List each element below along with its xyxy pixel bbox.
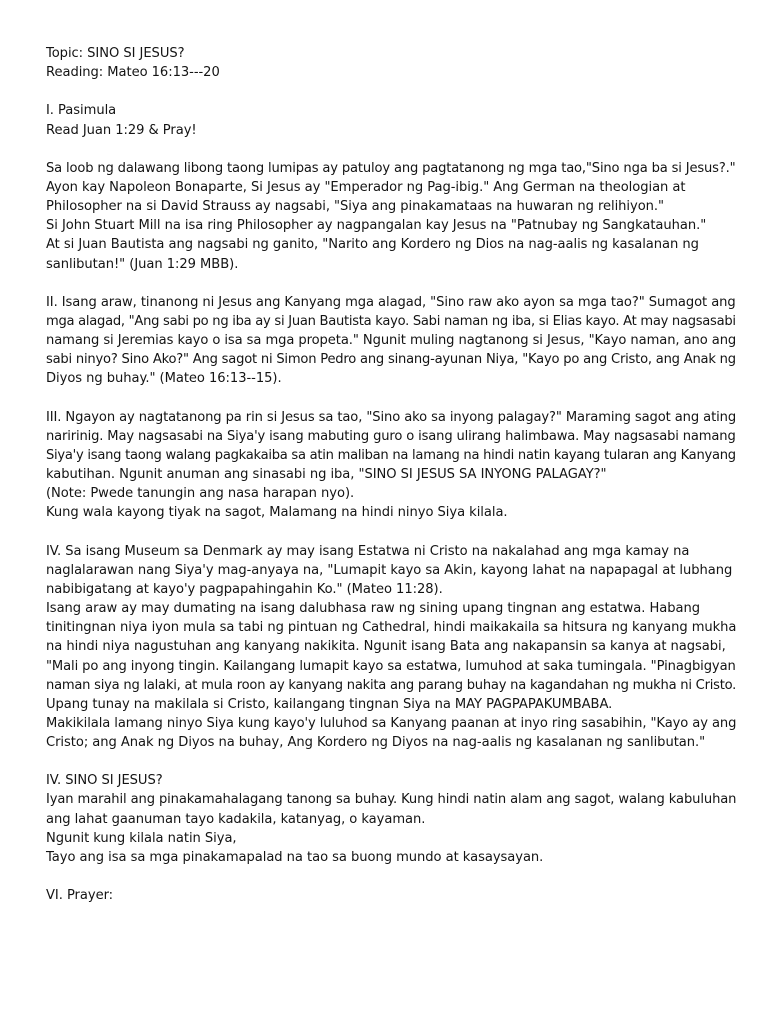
text-line: Makikilala lamang ninyo Siya kung kayo'y luluhod sa Kanyang paanan at inyo ring sasabihin, "Kayo ay ang [46, 715, 737, 731]
text-line: Si John Stuart Mill na isa ring Philosopher ay nagpangalan kay Jesus na "Patnubay ng Sangkatauhan." [46, 218, 707, 234]
paragraph-intro [46, 159, 736, 274]
paragraph-gap [46, 752, 736, 771]
text-line: Tayo ang isa sa mga pinakamapalad na tao sa buong mundo at kasaysayan. [46, 849, 544, 865]
section-heading: VI. Prayer: [46, 888, 114, 904]
section-heading: IV. SINO SI JESUS? [46, 773, 163, 789]
text-line: Ngunit kung kilala natin Siya, [46, 830, 237, 846]
text-line: IV. Sa isang Museum sa Denmark ay may isang Estatwa ni Cristo na nakalahad ang mga kamay na [46, 543, 690, 559]
text-line: namang si Jeremias kayo o isa sa mga propeta." Ngunit muling nagtanong si Jesus, "Kayo naman, ano ang [46, 333, 737, 349]
section-iv-museum [46, 542, 736, 753]
section-iii [46, 408, 736, 523]
text-line: Sa loob ng dalawang libong taong lumipas ay patuloy ang pagtatanong ng mga tao,"Sino nga ba si Jesus?." [46, 160, 736, 176]
text-line: Upang tunay na makilala si Cristo, kailangang tingnan Siya na MAY PAGPAPAKUMBABA. [46, 696, 613, 712]
text-line: nabibigatang at kayo'y pagpapahingahin Ko." (Mateo 11:28). [46, 581, 443, 597]
text-line: II. Isang araw, tinanong ni Jesus ang Kanyang mga alagad, "Sino raw ako ayon sa mga tao?" Sumagot ang [46, 294, 736, 310]
paragraph-gap [46, 140, 736, 159]
reading-line: Reading: Mateo 16:13---20 [46, 65, 220, 81]
text-line: III. Ngayon ay nagtatanong pa rin si Jesus sa tao, "Sino ako sa inyong palagay?" Maraming sagot ang ating [46, 409, 737, 425]
text-line: naman siya ng lalaki, at mula roon ay kanyang nakita ang parang buhay na kagandahan ng mukha ni Cristo. [46, 677, 737, 693]
paragraph-gap [46, 523, 736, 542]
text-line: (Note: Pwede tanungin ang nasa harapan nyo). [46, 486, 355, 502]
text-line: "Mali po ang inyong tingin. Kailangang lumapit kayo sa estatwa, lumuhod at saka tumingala. "Pinagbigyan [46, 658, 736, 674]
text-line: Cristo; ang Anak ng Diyos na buhay, Ang Kordero ng Diyos na nag-aalis ng kasalanan ng sanlibutan." [46, 735, 706, 751]
section-iv-sino [46, 771, 736, 867]
paragraph-gap [46, 867, 736, 886]
text-line: Kung wala kayong tiyak na sagot, Malamang na hindi ninyo Siya kilala. [46, 505, 508, 521]
document-page [46, 44, 736, 905]
text-line: sabi ninyo? Sino Ako?" Ang sagot ni Simon Pedro ang sinang-ayunan Niya, "Kayo po ang Cristo, ang Anak ng [46, 352, 736, 368]
text-line: Isang araw ay may dumating na isang dalubhasa raw ng sining upang tingnan ang estatwa. Habang [46, 601, 700, 617]
text-line: tinitingnan niya iyon mula sa tabi ng pintuan ng Cathedral, hindi maikakaila sa hitsura ng kanyang mukha [46, 620, 737, 636]
text-line: na hindi niya nagustuhan ang kanyang nakikita. Ngunit isang Bata ang nakapansin sa kanya at nagsabi, [46, 639, 726, 655]
text-line: Siya'y isang taong walang pagkakaiba sa atin maliban na lamang na hindi natin kayang tularan ang Kanyang [46, 447, 736, 463]
text-line: kabutihan. Ngunit anuman ang sinasabi ng iba, "SINO SI JESUS SA INYONG PALAGAY?" [46, 467, 607, 483]
section-prayer [46, 886, 736, 905]
text-line: Iyan marahil ang pinakamahalagang tanong sa buhay. Kung hindi natin alam ang sagot, walang kabuluhan [46, 792, 737, 808]
paragraph-gap [46, 82, 736, 101]
text-line: sanlibutan!" (Juan 1:29 MBB). [46, 256, 239, 272]
text-line: mga alagad, "Ang sabi po ng iba ay si Juan Bautista kayo. Sabi naman ng iba, si Elias kayo. At may nagsasabi [46, 313, 736, 329]
text-line: naglalarawan nang Siya'y mag-anyaya na, "Lumapit kayo sa Akin, kayong lahat na napapagal at lubhang [46, 562, 733, 578]
text-line: Ayon kay Napoleon Bonaparte, Si Jesus ay "Emperador ng Pag-ibig." Ang German na theologian at [46, 179, 686, 195]
text-line: Diyos ng buhay." (Mateo 16:13--15). [46, 371, 282, 387]
text-line: ang lahat gaanuman tayo kadakila, katanyag, o kayaman. [46, 811, 426, 827]
text-line: Read Juan 1:29 & Pray! [46, 122, 197, 138]
section-heading: I. Pasimula [46, 103, 117, 119]
text-line: Philosopher na si David Strauss ay nagsabi, "Siya ang pinakamataas na huwaran ng relihiyon." [46, 199, 664, 215]
paragraph-gap [46, 274, 736, 293]
topic-line: Topic: SINO SI JESUS? [46, 46, 185, 61]
section-pasimula [46, 101, 736, 139]
text-line: naririnig. May nagsasabi na Siya'y isang mabuting guro o isang ulirang halimbawa. May nagsasabi namang [46, 428, 736, 444]
text-line: At si Juan Bautista ang nagsabi ng ganito, "Narito ang Kordero ng Dios na nag-aalis ng kasalanan ng [46, 237, 699, 253]
header-block [46, 44, 736, 82]
paragraph-gap [46, 389, 736, 408]
section-ii [46, 293, 736, 389]
